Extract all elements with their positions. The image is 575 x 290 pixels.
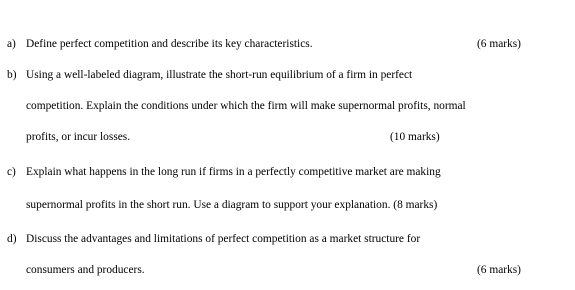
question-label: d) xyxy=(7,233,17,245)
marks-label: (6 marks) xyxy=(477,264,521,276)
question-label: c) xyxy=(7,166,16,178)
question-text-line: profits, or incur losses. xyxy=(26,131,131,143)
question-label: b) xyxy=(7,69,17,81)
question-text-line: Using a well-labeled diagram, illustrate the short-run equilibrium of a firm in perfect xyxy=(26,69,413,81)
question-text-line: consumers and producers. xyxy=(26,264,145,276)
question-text-line: supernormal profits in the short run. Use a diagram to support your explanation. (8 marks) xyxy=(26,199,438,211)
question-text-line: Explain what happens in the long run if firms in a perfectly competitive market are making xyxy=(26,166,441,178)
question-text-line: Define perfect competition and describe its key characteristics. xyxy=(26,38,313,50)
question-text-line: competition. Explain the conditions under which the firm will make supernormal profits, normal xyxy=(26,100,466,112)
question-text-line: Discuss the advantages and limitations of perfect competition as a market structure for xyxy=(26,233,421,245)
marks-label: (6 marks) xyxy=(477,38,521,50)
question-label: a) xyxy=(7,38,16,50)
marks-label: (10 marks) xyxy=(390,131,440,143)
